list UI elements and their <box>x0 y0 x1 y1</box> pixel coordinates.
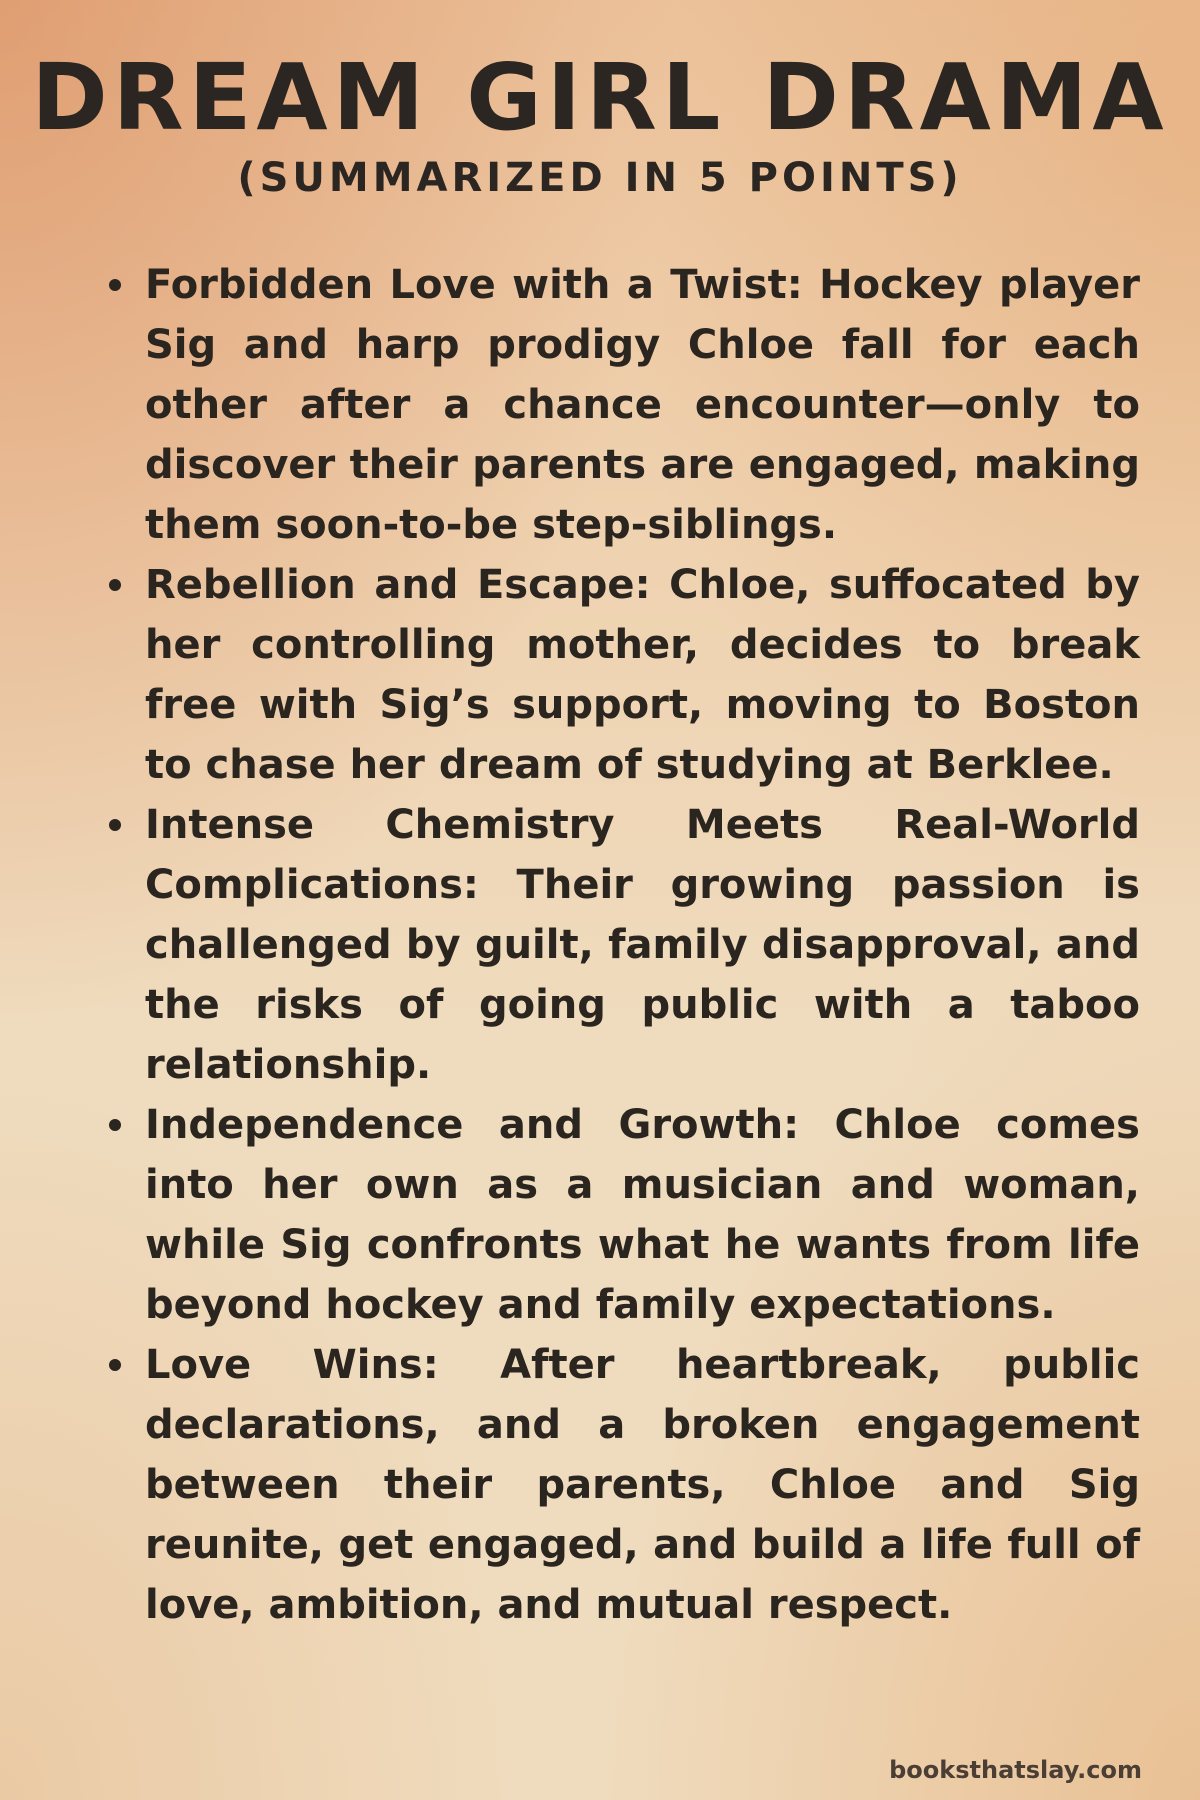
bullet-icon <box>109 819 121 831</box>
summary-points-list <box>95 255 1140 1635</box>
bullet-icon <box>109 1119 121 1131</box>
summary-point-text: Love Wins: After heartbreak, public declarations, and a broken engagement between their parents, Chloe and Sig reunite, get engaged, and build a life full of love, ambition, and mutual respect. <box>145 1342 1140 1628</box>
summary-point-2 <box>95 555 1140 795</box>
page-title: DREAM GIRL DRAMA <box>31 44 1169 151</box>
bullet-icon <box>109 279 121 291</box>
summary-point-text: Forbidden Love with a Twist: Hockey player Sig and harp prodigy Chloe fall for each other after a chance encounter—only to discover their parents are engaged, making them soon-to-be step-siblings. <box>145 262 1140 548</box>
summary-point-3 <box>95 795 1140 1095</box>
summary-point-text: Independence and Growth: Chloe comes into her own as a musician and woman, while Sig confronts what he wants from life beyond hockey and family expectations. <box>145 1102 1140 1328</box>
bullet-icon <box>109 1359 121 1371</box>
source-credit: booksthatslay.com <box>889 1756 1142 1784</box>
summary-point-text: Intense Chemistry Meets Real-World Complications: Their growing passion is challenged by guilt, family disapproval, and the risks of going public with a taboo relationship. <box>145 802 1140 1088</box>
summary-point-4 <box>95 1095 1140 1335</box>
page-subtitle: (SUMMARIZED IN 5 POINTS) <box>237 155 963 201</box>
summary-point-1 <box>95 255 1140 555</box>
summary-point-5 <box>95 1335 1140 1635</box>
bullet-icon <box>109 579 121 591</box>
summary-point-text: Rebellion and Escape: Chloe, suffocated by her controlling mother, decides to break free with Sig’s support, moving to Boston to chase her dream of studying at Berklee. <box>145 562 1140 788</box>
